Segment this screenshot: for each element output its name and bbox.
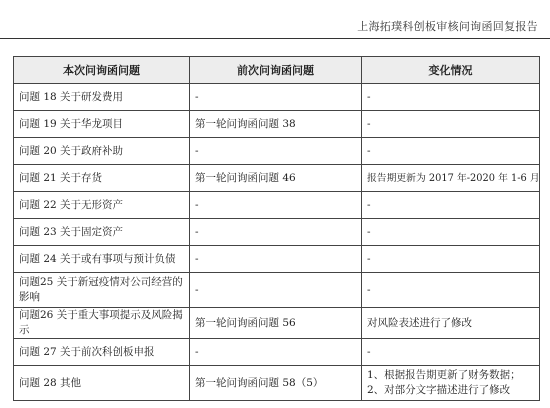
cell-change: - <box>362 246 540 273</box>
column-header-current: 本次问询函问题 <box>14 57 190 84</box>
cell-previous: 第一轮问询函问题 46 <box>190 165 362 192</box>
cell-current: 问题 22 关于无形资产 <box>14 192 190 219</box>
document-header <box>0 0 550 39</box>
cell-change: - <box>362 339 540 366</box>
cell-current: 问题 19 关于华龙项目 <box>14 111 190 138</box>
cell-current: 问题25 关于新冠疫情对公司经营的影响 <box>14 273 190 308</box>
cell-change: - <box>362 219 540 246</box>
table-row <box>14 111 540 138</box>
table-row <box>14 273 540 308</box>
cell-change: - <box>362 84 540 111</box>
cell-change: - <box>362 111 540 138</box>
cell-change: 报告期更新为 2017 年-2020 年 1-6 月 <box>362 165 540 192</box>
cell-change: - <box>362 138 540 165</box>
cell-previous: 第一轮问询函问题 56 <box>190 308 362 339</box>
document-title: 上海拓璞科创板审核问询函回复报告 <box>357 20 538 33</box>
table-row <box>14 138 540 165</box>
table-row <box>14 165 540 192</box>
cell-change: - <box>362 273 540 308</box>
cell-current: 问题 27 关于前次科创板申报 <box>14 339 190 366</box>
table-row <box>14 219 540 246</box>
inquiry-comparison-table <box>13 56 540 401</box>
table-row <box>14 192 540 219</box>
cell-change: - <box>362 192 540 219</box>
cell-previous: - <box>190 84 362 111</box>
cell-previous: - <box>190 273 362 308</box>
column-header-change: 变化情况 <box>362 57 540 84</box>
cell-previous: - <box>190 138 362 165</box>
table-row <box>14 366 540 401</box>
cell-previous: - <box>190 339 362 366</box>
column-header-previous: 前次问询函问题 <box>190 57 362 84</box>
table-row <box>14 308 540 339</box>
cell-current: 问题 18 关于研发费用 <box>14 84 190 111</box>
cell-previous: - <box>190 192 362 219</box>
cell-current: 问题 21 关于存货 <box>14 165 190 192</box>
cell-current: 问题 20 关于政府补助 <box>14 138 190 165</box>
cell-previous: - <box>190 246 362 273</box>
table-row <box>14 339 540 366</box>
cell-current: 问题 23 关于固定资产 <box>14 219 190 246</box>
cell-current: 问题 28 其他 <box>14 366 190 401</box>
cell-previous: 第一轮问询函问题 38 <box>190 111 362 138</box>
cell-current: 问题26 关于重大事项提示及风险揭示 <box>14 308 190 339</box>
cell-current: 问题 24 关于或有事项与预计负债 <box>14 246 190 273</box>
table-row <box>14 84 540 111</box>
cell-previous: 第一轮问询函问题 58（5） <box>190 366 362 401</box>
cell-change: 1、根据报告期更新了财务数据；2、对部分文字描述进行了修改 <box>362 366 540 401</box>
table-header-row <box>14 57 540 84</box>
cell-change: 对风险表述进行了修改 <box>362 308 540 339</box>
cell-previous: - <box>190 219 362 246</box>
table-row <box>14 246 540 273</box>
